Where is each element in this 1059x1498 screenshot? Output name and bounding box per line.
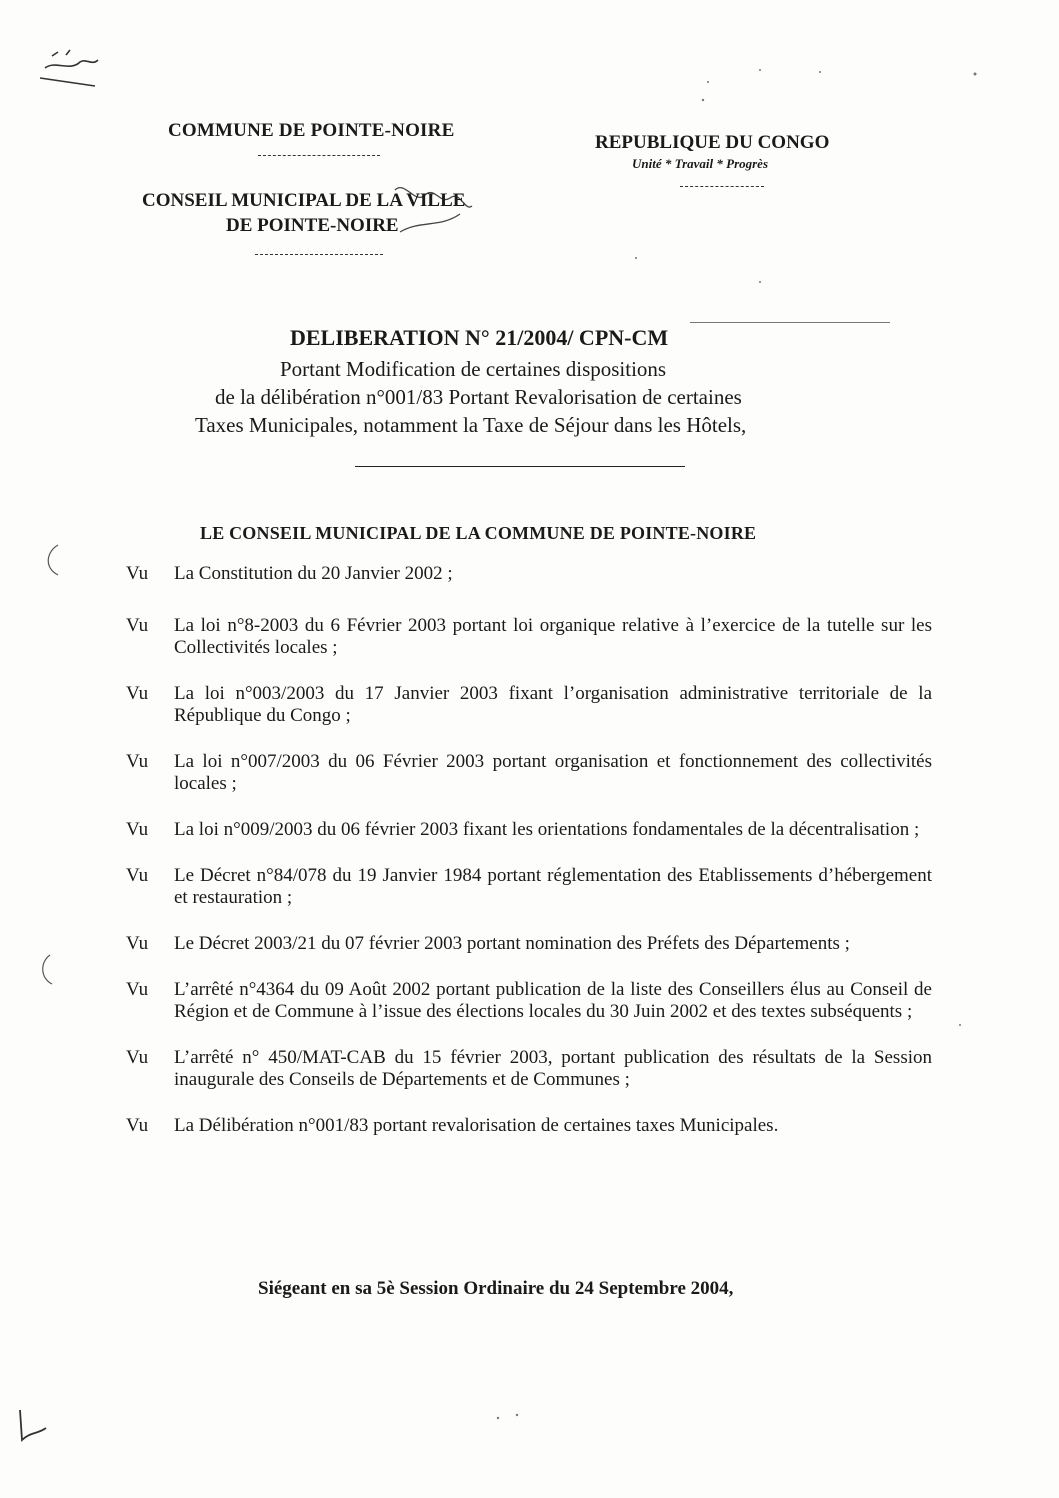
republic-rule	[680, 186, 764, 187]
consideration-item	[118, 979, 938, 1023]
vu-label: Vu	[126, 683, 149, 704]
consideration-text: La Délibération n°001/83 portant revalorisation de certaines taxes Municipales.	[174, 1115, 779, 1136]
deliberation-number: DELIBERATION N° 21/2004/ CPN-CM	[290, 325, 669, 350]
vu-label: Vu	[126, 615, 149, 636]
consideration-item	[118, 615, 938, 659]
vu-label: Vu	[126, 1115, 149, 1136]
council-line-2: DE POINTE-NOIRE	[226, 215, 399, 236]
commune-rule	[258, 155, 380, 156]
subtitle-line-2: de la délibération n°001/83 Portant Revalorisation de certaines	[215, 385, 742, 409]
vu-label: Vu	[126, 865, 149, 886]
vu-label: Vu	[126, 751, 149, 772]
consideration-item	[118, 933, 938, 955]
subtitle-line-3: Taxes Municipales, notamment la Taxe de Séjour dans les Hôtels,	[195, 413, 747, 437]
consideration-item	[118, 683, 938, 727]
consideration-text: L’arrêté n° 450/MAT-CAB du 15 février 2003, portant publication des résultats de la Session inaugurale des Conseils de Départements et de Communes ;	[174, 1047, 932, 1090]
consideration-text: Le Décret 2003/21 du 07 février 2003 portant nomination des Préfets des Départements ;	[174, 933, 850, 954]
signature-mark-top-left	[40, 50, 98, 86]
vu-label: Vu	[126, 1047, 149, 1068]
title-underline	[355, 466, 685, 467]
consideration-text: La loi n°003/2003 du 17 Janvier 2003 fixant l’organisation administrative territoriale de la République du Congo ;	[174, 683, 932, 726]
consideration-text: La loi n°007/2003 du 06 Février 2003 portant organisation et fonctionnement des collectivités locales ;	[174, 751, 932, 794]
vu-label: Vu	[126, 819, 149, 840]
consideration-text: La loi n°009/2003 du 06 février 2003 fixant les orientations fondamentales de la décentralisation ;	[174, 819, 920, 840]
punch-hole-marks	[43, 545, 58, 984]
commune-name: COMMUNE DE POINTE-NOIRE	[168, 120, 455, 141]
vu-label: Vu	[126, 563, 149, 584]
consideration-item	[118, 1047, 938, 1091]
council-block	[142, 188, 465, 238]
initials-mark-bottom-left	[20, 1410, 46, 1440]
council-line-1: CONSEIL MUNICIPAL DE LA VILLE	[142, 190, 466, 211]
consideration-text: La Constitution du 20 Janvier 2002 ;	[174, 563, 453, 584]
consideration-text: La loi n°8-2003 du 6 Février 2003 portant loi organique relative à l’exercice de la tutelle sur les Collectivités locales ;	[174, 615, 932, 658]
title-top-rule	[690, 322, 890, 323]
consideration-item	[118, 1115, 938, 1137]
republic-motto: Unité * Travail * Progrès	[632, 156, 769, 171]
consideration-item	[118, 563, 938, 585]
vu-label: Vu	[126, 979, 149, 1000]
subtitle-line-1: Portant Modification de certaines dispositions	[280, 357, 667, 381]
session-line: Siégeant en sa 5è Session Ordinaire du 24 Septembre 2004,	[258, 1278, 734, 1299]
considerations-list	[118, 563, 938, 1137]
republic-name: REPUBLIQUE DU CONGO	[595, 132, 830, 153]
deliberation-subtitle	[195, 355, 895, 439]
vu-label: Vu	[126, 933, 149, 954]
consideration-item	[118, 865, 938, 909]
consideration-item	[118, 751, 938, 795]
consideration-text: Le Décret n°84/078 du 19 Janvier 1984 portant réglementation des Etablissements d’hébergement et restauration ;	[174, 865, 932, 908]
consideration-text: L’arrêté n°4364 du 09 Août 2002 portant publication de la liste des Conseillers élus au Conseil de Région et de Commune à l’issue des élections locales du 30 Juin 2002 et des textes subséquents ;	[174, 979, 932, 1022]
council-heading: LE CONSEIL MUNICIPAL DE LA COMMUNE DE POINTE-NOIRE	[200, 523, 757, 543]
consideration-item	[118, 819, 938, 841]
council-rule	[255, 254, 383, 255]
